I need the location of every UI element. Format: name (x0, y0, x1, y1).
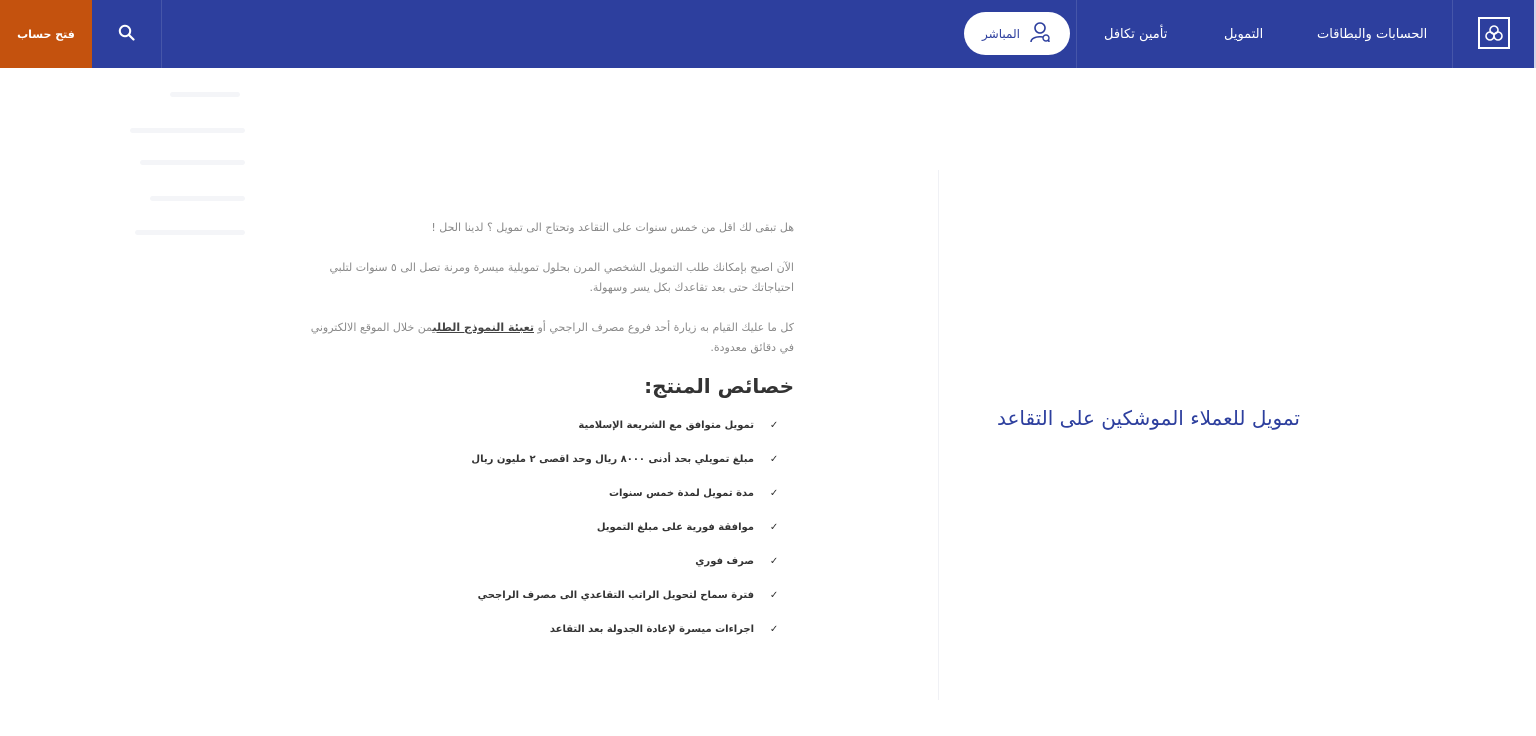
nav-item-takaful[interactable]: تأمين تكافل (1104, 26, 1168, 42)
main-content (300, 218, 794, 646)
nav-item-accounts-cards[interactable]: الحسابات والبطاقات (1317, 26, 1428, 42)
nav-divider (1076, 0, 1077, 68)
application-text-start: كل ما عليك القيام به زيارة أحد فروع مصرف الراجحي أو (534, 321, 794, 334)
checkmark-icon: ✓ (769, 453, 779, 465)
background-decoration (130, 128, 245, 133)
feature-text: اجراءات ميسرة لإعادة الجدولة بعد التقاعد (549, 623, 754, 635)
background-decoration (140, 160, 245, 165)
application-paragraph (300, 318, 794, 358)
feature-text: فترة سماح لتحويل الراتب التقاعدي الى مصرف الراجحي (477, 589, 754, 601)
background-decoration (170, 92, 240, 97)
page-title: تمويل للعملاء الموشكين على التقاعد (996, 406, 1300, 430)
nav-item-financing[interactable]: التمويل (1224, 26, 1264, 42)
direct-label: المباشر (982, 26, 1020, 41)
nav-divider (1452, 0, 1453, 68)
list-item (300, 408, 794, 442)
bank-logo[interactable] (1478, 17, 1510, 49)
background-decoration (135, 230, 245, 235)
application-text-end: من خلال الموقع الالكتروني في دقائق معدودة. (310, 321, 794, 354)
background-decoration (150, 196, 245, 201)
checkmark-icon: ✓ (769, 555, 779, 567)
feature-text: مدة تمويل لمدة خمس سنوات (608, 487, 754, 499)
feature-text: تمويل متوافق مع الشريعة الإسلامية (578, 419, 754, 431)
direct-login-button[interactable] (964, 12, 1070, 55)
checkmark-icon: ✓ (769, 623, 779, 635)
checkmark-icon: ✓ (769, 419, 779, 431)
list-item (300, 510, 794, 544)
checkmark-icon: ✓ (769, 589, 779, 601)
user-icon (1028, 20, 1052, 47)
list-item (300, 612, 794, 646)
description-paragraph: الآن اصبح بإمكانك طلب التمويل الشخصي المرن بحلول تمويلية ميسرة ومرنة تصل الى ٥ سنوات لتلبي احتياجاتك حتى بعد تقاعدك بكل يسر وسهولة. (329, 261, 794, 294)
list-item (300, 476, 794, 510)
fill-application-form-link[interactable]: تعبئة النموذج الطلب (432, 321, 534, 334)
checkmark-icon: ✓ (769, 487, 779, 499)
open-account-button[interactable]: فتح حساب (0, 0, 92, 68)
feature-text: صرف فوري (695, 555, 754, 567)
feature-text: مبلغ تمويلي بحد أدنى ٨٠٠٠ ريال وحد اقصى ٢ مليون ريال (471, 453, 754, 465)
list-item (300, 578, 794, 612)
checkmark-icon: ✓ (769, 521, 779, 533)
search-icon (118, 24, 135, 45)
intro-paragraph: هل تبقى لك اقل من خمس سنوات على التقاعد وتحتاج الى تمويل ؟ لدينا الحل ! (431, 221, 794, 234)
list-item (300, 442, 794, 476)
list-item (300, 544, 794, 578)
feature-text: موافقة فورية على مبلغ التمويل (596, 521, 754, 533)
top-navigation-bar (0, 0, 1536, 68)
search-button[interactable] (92, 0, 162, 68)
column-divider (938, 170, 939, 700)
features-heading: خصائص المنتج: (644, 374, 794, 398)
features-list (300, 408, 794, 646)
